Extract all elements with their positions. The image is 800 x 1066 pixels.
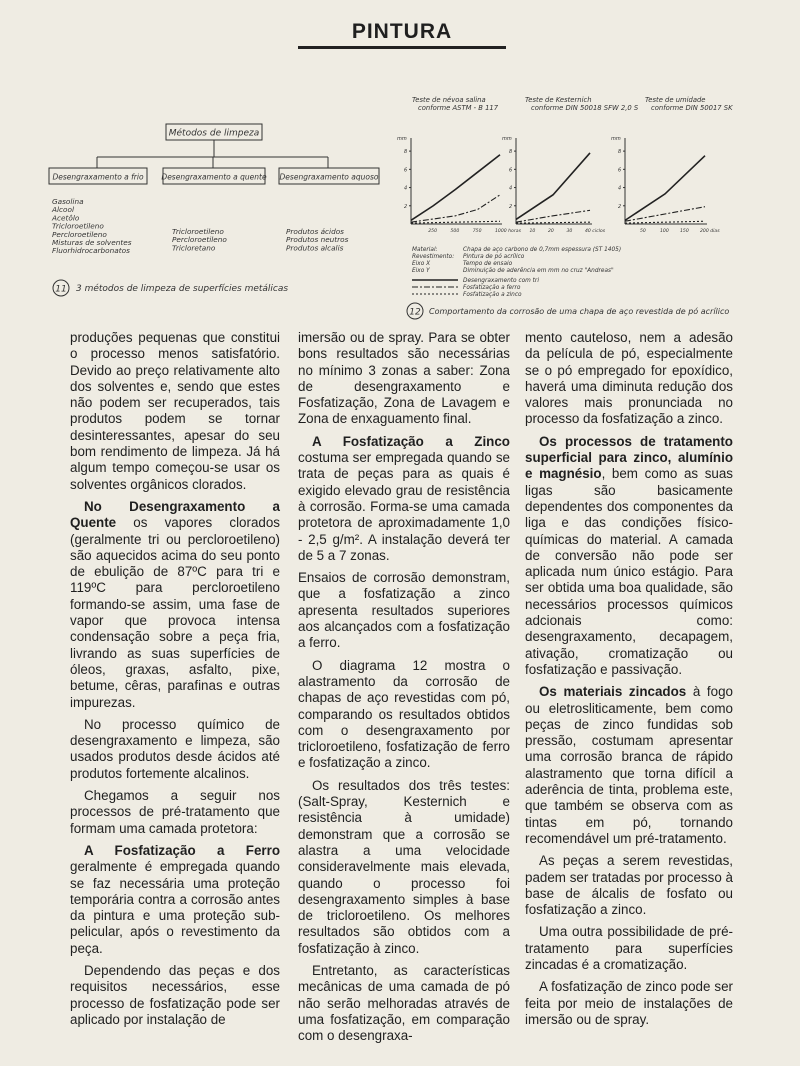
section-heading: A Fosfatização a Ferro [84,842,280,858]
chart-title-line: conforme ASTM - B 117 [418,104,499,112]
tree-branch-label: Desengraxamento a quente [161,172,267,182]
figure-12-caption: Comportamento da corrosão de uma chapa de aço revestida de pó acrílico [429,307,730,316]
x-tick-label: 40 ciclos [585,229,606,234]
chart-note-value: Pintura de pó acrílico [463,254,525,260]
paragraph: Os processos de tratamento superficial para zinco, alumínio e magnésio, bem como as suas ligas são basicamente dependentes dos componentes da liga e das condições físico-químicas do material. A camada de conversão não pode ser aplicada num único estágio. Para ser obtida uma boa qualidade, são necessários processos químicos adcionais como: desengraxamento, decapagem, ativação, cromatização ou fosfatização e passivação. [525,433,733,677]
x-tick-label: 50 [640,229,646,234]
figure-12-charts [397,96,733,319]
paragraph: mento cauteloso, nem a adesão da película de pó, especialmente se o pó empregado for epoxídico, haverá uma diminuta redução dos valores mais pronunciada no processo da fosfatização a zinco. [525,330,733,427]
y-tick-label: 6 [618,167,622,174]
y-tick-label: 2 [618,203,622,210]
chart-note-key: Eixo Y [412,268,430,274]
text-column-1 [70,330,280,1034]
paragraph: A Fosfatização a Ferro geralmente é empregada quando se faz necessária uma proteção temporária contra a corrosão antes da pintura e uma proteção sub-pelicular, após o revestimento da peça. [70,842,280,956]
paragraph: imersão ou de spray. Para se obter bons resultados são necessárias no mínimo 3 zonas a saber: Zona de desengraxamento e Fosfatização, Zona de Lavagem e Zona de enxaguamento final. [298,330,510,427]
y-unit-label: mm [397,136,407,142]
tree-item-label: Acetôlo [52,213,80,223]
series-line [516,153,590,220]
y-tick-label: 8 [509,149,513,156]
corrosion-chart [502,136,606,234]
x-tick-label: 30 [566,229,573,234]
y-tick-label: 4 [509,185,513,192]
x-tick-label: 250 [428,229,438,234]
paragraph: Dependendo das peças e dos requisitos necessários, esse processo de fosfatização pode ser aplicado por instalação de [70,962,280,1027]
figure-11-caption: 3 métodos de limpeza de superfícies metálicas [76,284,289,294]
paragraph: Uma outra possibilidade de pré-tratamento para superfícies zincadas é a cromatização. [525,924,733,972]
tree-item-label: Produtos neutros [286,235,349,245]
figure-11-number: 11 [55,284,67,295]
tree-item-label: Tricloretano [172,243,216,253]
chart-note-key: Material: [412,247,438,253]
y-tick-label: 8 [404,149,408,156]
tree-item-label: Produtos ácidos [286,227,344,236]
paragraph: Os materiais zincados à fogo ou eletrosliticamente, bem como peças de zinco fundidas sob pressão, costumam apresentar uma corrosão branca de rápido alastramento que torna difícil a aderência de tinta, problema este, que também se observa com as tintas em pó, tornando recomendável um pré-tratamento. [525,684,733,846]
y-unit-label: mm [502,136,512,142]
figures-area [0,0,800,330]
legend-label: Fosfatização a ferro [463,285,521,291]
tree-item-label: Percloroetileno [172,235,227,245]
x-tick-label: 100 [660,229,669,234]
section-heading: A Fosfatização a Zinco [312,433,510,449]
y-tick-label: 8 [618,149,622,156]
x-tick-label: 750 [472,229,482,234]
paragraph: As peças a serem revestidas, padem ser tratadas por processo à base de álcalis de fosfato ou fosfatização a zinco. [525,853,733,918]
chart-title-line: Teste de Kesternich [525,96,592,104]
tree-item-label: Misturas de solventes [52,238,132,247]
paragraph: Ensaios de corrosão demonstram, que a fosfatização a zinco apresenta resultados superiores aos alcançados com a fosfatização a ferro. [298,570,510,651]
chart-title-line: conforme DIN 50018 SFW 2,0 S [531,104,639,112]
x-tick-label: 10 [529,229,536,234]
chart-note-key: Revestimento: [412,254,455,260]
series-line [625,156,705,221]
chart-note-value: Tempo de ensaio [463,261,513,267]
tree-item-label: Gasolina [52,197,84,206]
legend-label: Fosfatização a zinco [463,292,522,298]
chart-title-line: Teste de névoa salina [412,96,486,104]
x-tick-label: 20 [548,229,554,234]
chart-note-key: Eixo X [412,261,431,267]
page-title: PINTURA [351,20,453,43]
text-column-3 [525,330,733,1034]
paragraph: O diagrama 12 mostra o alastramento da corrosão de chapas de aço revestidas com pó, comparando os resultados obtidos com o desengraxamento por tricloroetileno, fosfatização de ferro e fosfatização a zinco. [298,657,510,771]
corrosion-chart [397,136,522,234]
tree-item-label: Alcool [52,205,74,215]
y-tick-label: 2 [509,203,513,210]
section-heading: No Desengraxamento a Quente [70,498,280,531]
y-unit-label: mm [611,136,621,142]
chart-title-line: conforme DIN 50017 SK [651,104,733,112]
x-tick-label: 150 [680,229,689,234]
tree-branch-label: Desengraxamento aquoso [279,172,379,182]
series-line [625,207,705,222]
y-tick-label: 2 [404,203,408,210]
paragraph: produções pequenas que constitui o processo menos satisfatório. Devido ao preço relativamente alto dos solventes e, sendo que estes não podem ser recuperados, tais produtos podem se tornar desinteressantes, apesar do seu bom rendimento de limpeza. Já há algum tempo começou-se usar os solventes orgânicos clorados. [70,330,280,492]
tree-item-label: Fluorhidrocarbonatos [52,246,130,256]
chart-title-line: Teste de umidade [645,96,706,104]
series-line [516,222,590,223]
figure-11-diagram [49,124,379,296]
series-line [411,195,500,222]
x-tick-label: 200 dias [700,229,720,234]
paragraph: A fosfatização de zinco pode ser feita por meio de instalações de imersão ou de spray. [525,979,733,1027]
y-tick-label: 6 [404,167,408,174]
paragraph: Entretanto, as características mecânicas de uma camada de pó não serão melhoradas através de uma fosfatização, em comparação com o desengraxa- [298,962,510,1044]
chart-note-value: Diminuição de aderência em mm no cruz "Andreas" [463,268,614,274]
tree-item-label: Produtos alcalis [286,243,344,253]
corrosion-chart [611,136,720,234]
tree-item-label: Tricloroetileno [172,227,224,236]
chart-note-value: Chapa de aço carbono de 0,7mm espessura (ST 1405) [463,247,622,253]
text-column-2 [298,330,510,1050]
series-line [411,155,500,221]
x-tick-label: 1000 horas [495,229,521,234]
paragraph: No processo químico de desengraxamento e limpeza, são usados produtos desde ácidos até produtos fortemente alcalinos. [70,716,280,781]
section-heading: Os processos de tratamento superficial para zinco, alumínio e magnésio [525,433,733,482]
paragraph: Chegamos a seguir nos processos de pré-tratamento que formam uma camada protetora: [70,788,280,836]
tree-item-label: Tricloroetileno [52,221,104,231]
paragraph: A Fosfatização a Zinco costuma ser empregada quando se trata de peças para as quais é exigido elevado grau de resistência à corrosão. Forma-se uma camada protetora de aproximadamente 1,0 - 2,5 g/m². A instalação deverá ter de 5 a 7 zonas. [298,433,510,563]
y-tick-label: 4 [618,185,622,192]
tree-root-label: Métodos de limpeza [168,128,260,139]
series-line [411,221,500,223]
y-tick-label: 6 [509,167,513,174]
y-tick-label: 4 [404,185,408,192]
legend-label: Desengraxamento com tri [463,278,539,284]
paragraph: No Desengraxamento a Quente os vapores clorados (geralmente tri ou percloroetileno) são aquecidos acima do seu ponto de ebulição de 87ºC para tri e 119ºC para percloroetileno formando-se assim, uma fase de vapor que provoca intensa condensação sobre a peça fria, livrando as suas superfícies de óleos, graxas, asfalto, pixe, betume, cêras, parafinas e outras impurezas. [70,498,280,710]
series-line [625,221,705,223]
tree-item-label: Percloroetileno [52,229,107,239]
figure-12-number: 12 [409,307,421,318]
tree-branch-label: Desengraxamento a frio [52,172,144,182]
section-heading: Os materiais zincados [539,684,687,700]
paragraph: Os resultados dos três testes: (Salt-Spray, Kesternich e resistência à umidade) demonstram que a corrosão se alastra a uma velocidade consideravelmente mais elevada, quando o processo foi desengraxamento simples à base de tricloroetileno. Os melhores resultados são obtidos com a fosfatização à zinco. [298,777,510,956]
x-tick-label: 500 [450,229,460,234]
